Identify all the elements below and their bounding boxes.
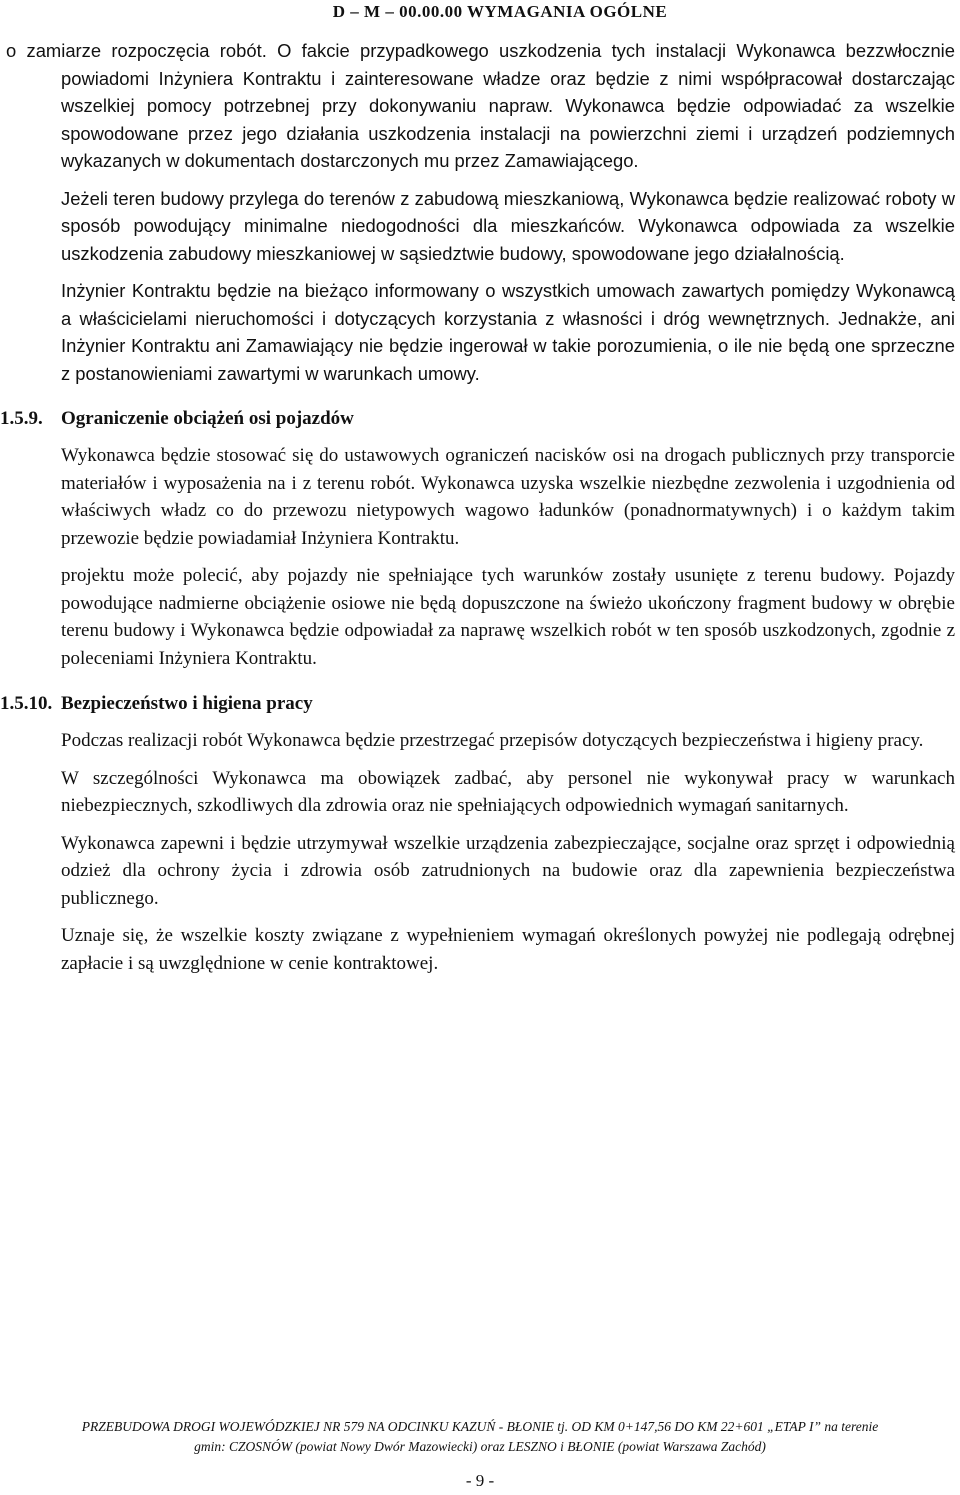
paragraph-engineer-info: Inżynier Kontraktu będzie na bieżąco informowany o wszystkich umowach zawartych pomiędzy Wykonawcą a właścicielami nieruchomości i dotyczących korzystania z własności i dróg wewnętrznych. Jednakże, ani Inżynier Kontraktu ani Zamawiający nie będzie ingerował w takie porozumienia, o ile nie będą one sprzeczne z postanowieniami zawartymi w warunkach umowy. — [61, 280, 955, 384]
page-footer — [0, 1417, 960, 1457]
paragraph-personnel: W szczególności Wykonawca ma obowiązek zadbać, aby personel nie wykonywał pracy w warunkach niebezpiecznych, szkodliwych dla zdrowia oraz nie spełniających odpowiednich wymagań sanitarnych. — [61, 767, 955, 816]
section-title: Ograniczenie obciążeń osi pojazdów — [61, 408, 354, 429]
page-header: D – M – 00.00.00 WYMAGANIA OGÓLNE — [332, 2, 668, 21]
paragraph-axle-limits: Wykonawca będzie stosować się do ustawowych ograniczeń nacisków osi na drogach publicznych przy transporcie materiałów i wyposażenia na i z terenu robót. Wykonawca uzyska wszelkie niezbędne zezwolenia i uzgodnienia od właściwych władz co do przewozu nietypowych wagowo ładunków (ponadnormatywnych) i o każdym takim przewozie będzie powiadamiał Inżyniera Kontraktu. — [61, 445, 955, 549]
document-body — [0, 37, 955, 987]
paragraph-rest: O fakcie przypadkowego uszkodzenia tych instalacji Wykonawca bezzwłocznie powiadomi Inżyniera Kontraktu i zainteresowane władze oraz będzie z nimi współpracował dostarczając wszelkiej pomocy potrzebnej przy dokonywaniu napraw. Wykonawca będzie odpowiadać za wszelkie spowodowane przez jego działania uszkodzenia instalacji na powierzchni ziemi i urządzeń podziemnych wykazanych w dokumentach dostarczonych mu przez Zamawiającego. — [61, 40, 955, 171]
paragraph-vehicle-removal: projektu może polecić, aby pojazdy nie spełniające tych warunków zostały usunięte z terenu budowy. Pojazdy powodujące nadmierne obciążenie osiowe nie będą dopuszczone na świeżo ukończony fragment budowy w obrębie terenu budowy i Wykonawca będzie odpowiadał za naprawę wszelkich robót w ten sposób uszkodzonych, zgodnie z poleceniami Inżyniera Kontraktu. — [61, 565, 955, 669]
footer-line-1: PRZEBUDOWA DROGI WOJEWÓDZKIEJ NR 579 NA ODCINKU KAZUŃ - BŁONIE tj. OD KM 0+147,56 DO KM 22+601 „ETAP I” na terenie — [81, 1419, 879, 1434]
section-title: Bezpieczeństwo i higiena pracy — [61, 693, 313, 714]
page-number: - 9 - — [465, 1471, 495, 1490]
section-heading-axle-load — [0, 405, 955, 432]
footer-line-2: gmin: CZOSNÓW (powiat Nowy Dwór Mazowiecki) oraz LESZNO i BŁONIE (powiat Warszawa Zachód) — [194, 1439, 766, 1454]
paragraph-damage-notice — [6, 37, 955, 175]
section-heading-safety — [0, 690, 955, 717]
paragraph-residential: Jeżeli teren budowy przylega do terenów z zabudową mieszkaniową, Wykonawca będzie realizować roboty w sposób powodujący minimalne niedogodności dla mieszkańców. Wykonawca odpowiada za wszelkie uszkodzenia zabudowy mieszkaniowej w sąsiedztwie budowy, spowodowane jego działalnością. — [61, 187, 955, 264]
paragraph-safety-rules: Podczas realizacji robót Wykonawca będzie przestrzegać przepisów dotyczących bezpieczeństwa i higieny pracy. — [61, 730, 924, 751]
paragraph-costs: Uznaje się, że wszelkie koszty związane z wypełnieniem wymagań określonych powyżej nie podlegają odrębnej zapłacie i są uwzględnione w cenie kontraktowej. — [61, 925, 955, 974]
section-number: 1.5.10. — [0, 693, 53, 714]
paragraph-lead: o zamiarze rozpoczęcia robót. — [6, 40, 267, 61]
section-number: 1.5.9. — [0, 408, 43, 429]
paragraph-equipment: Wykonawca zapewni i będzie utrzymywał wszelkie urządzenia zabezpieczające, socjalne oraz sprzęt i odpowiednią odzież dla ochrony życia i zdrowia osób zatrudnionych na budowie oraz dla zapewnienia bezpieczeństwa publicznego. — [61, 832, 955, 909]
